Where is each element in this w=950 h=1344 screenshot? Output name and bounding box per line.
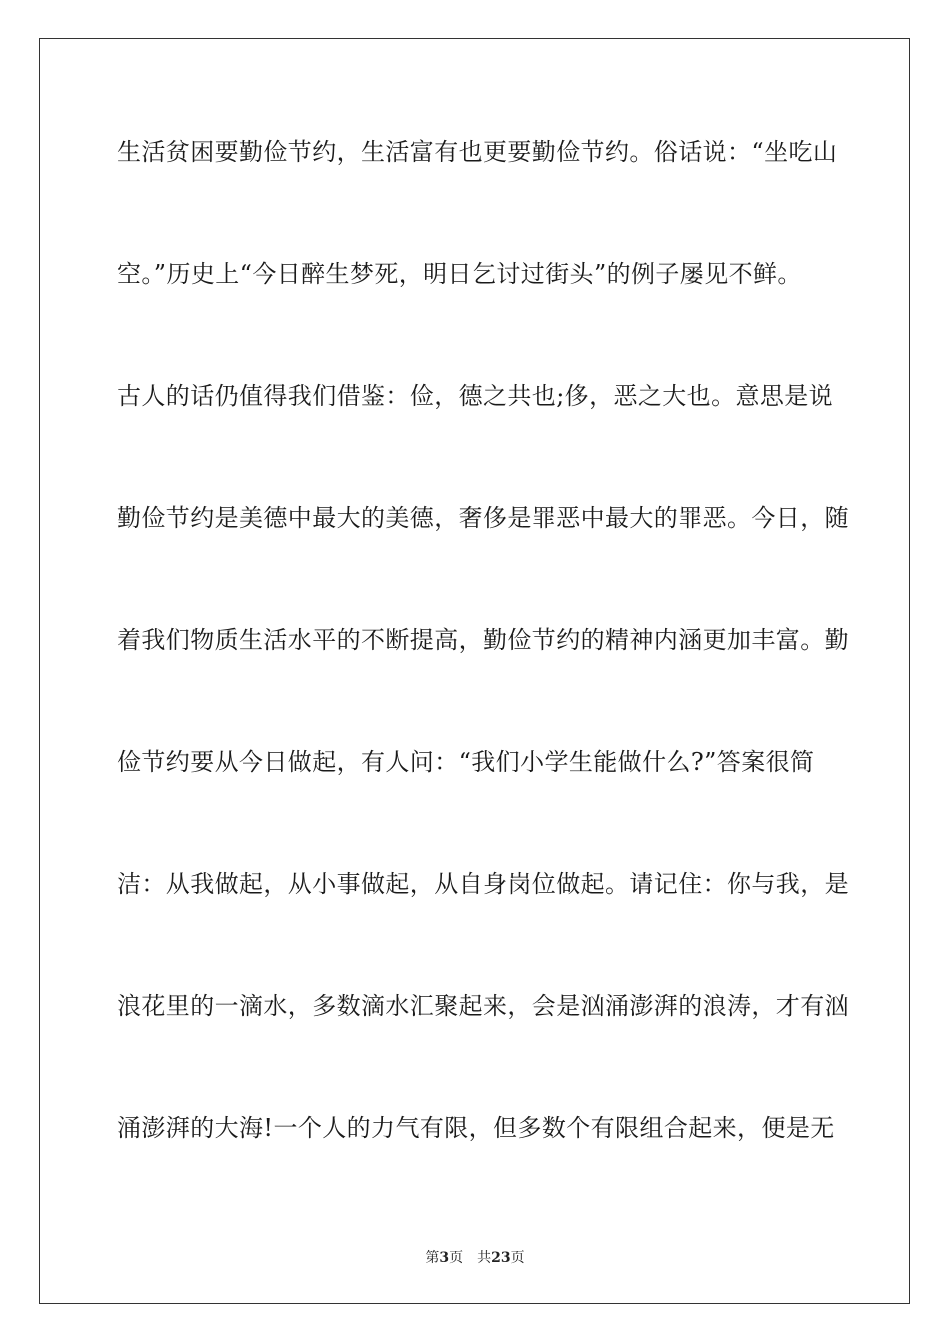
text-line: 浪花里的一滴水，多数滴水汇聚起来，会是汹涌澎湃的浪涛，才有汹 xyxy=(117,992,849,1020)
total-prefix: 共 xyxy=(477,1250,492,1266)
document-body xyxy=(117,122,849,1220)
total-suffix: 页 xyxy=(510,1250,525,1266)
page-footer xyxy=(0,1247,950,1267)
text-line: 古人的话仍值得我们借鉴：俭，德之共也;侈，恶之大也。意思是说 xyxy=(117,382,834,410)
page-number: 3 xyxy=(439,1250,450,1266)
page-prefix: 第 xyxy=(425,1250,440,1266)
text-line: 涌澎湃的大海!一个人的力气有限，但多数个有限组合起来，便是无 xyxy=(117,1114,835,1142)
page-suffix: 页 xyxy=(449,1250,464,1266)
text-line: 生活贫困要勤俭节约，生活富有也更要勤俭节约。俗话说：“坐吃山 xyxy=(117,138,838,166)
text-line: 空。”历史上“今日醉生梦死，明日乞讨过街头”的例子屡见不鲜。 xyxy=(117,260,802,288)
text-line: 着我们物质生活水平的不断提高，勤俭节约的精神内涵更加丰富。勤 xyxy=(117,626,849,654)
text-line: 洁：从我做起，从小事做起，从自身岗位做起。请记住：你与我，是 xyxy=(117,870,849,898)
text-line: 勤俭节约是美德中最大的美德，奢侈是罪恶中最大的罪恶。今日，随 xyxy=(117,504,849,532)
total-pages: 23 xyxy=(491,1250,511,1266)
text-line: 俭节约要从今日做起，有人问：“我们小学生能做什么?”答案很简 xyxy=(117,748,815,776)
